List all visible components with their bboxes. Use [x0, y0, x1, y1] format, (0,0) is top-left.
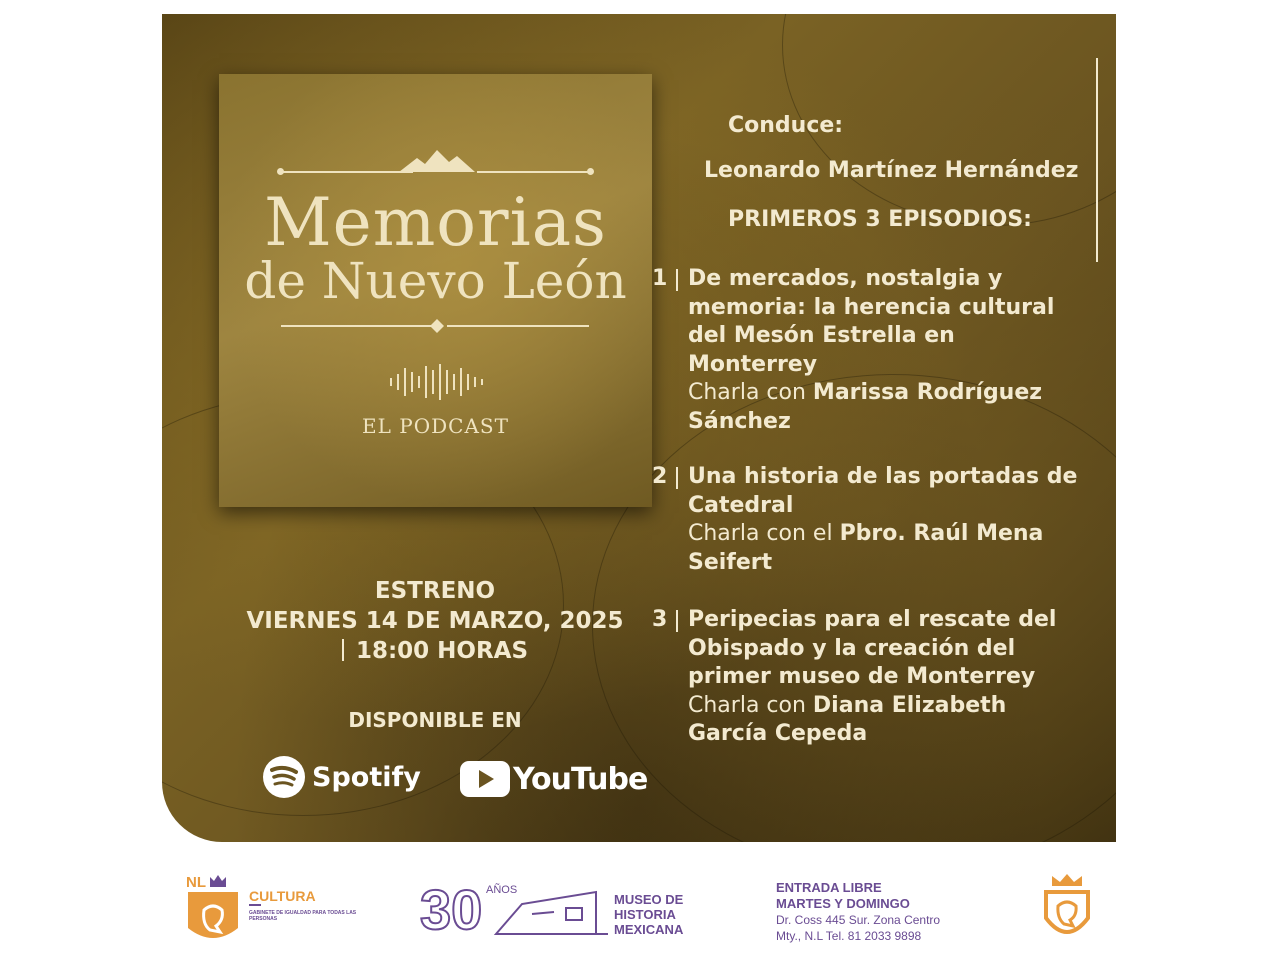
- youtube-icon: [460, 761, 510, 797]
- episode-separator: [676, 467, 678, 489]
- youtube-label: YouTube: [513, 761, 648, 797]
- entry-days: MARTES Y DOMINGO: [776, 896, 910, 911]
- podcast-subtitle: EL PODCAST: [362, 414, 509, 438]
- divider-line: [477, 171, 591, 173]
- nl-mark: NL: [186, 874, 206, 891]
- divider-dot: [277, 168, 284, 175]
- episode-separator: [676, 269, 678, 291]
- episode-number: 3: [652, 607, 668, 632]
- episode-title: Peripecias para el rescate del Obispado y la creación del primer museo de Monterrey: [688, 607, 1057, 689]
- episode-title: De mercados, nostalgia y memoria: la herencia cultural del Mesón Estrella en Monterrey: [688, 266, 1055, 377]
- episode-item: [652, 265, 1088, 436]
- time-separator: [342, 639, 344, 661]
- museum-logo: [420, 880, 700, 946]
- sound-wave-icon: [387, 364, 485, 400]
- crown-icon: [210, 875, 226, 887]
- entry-label: ENTRADA LIBRE: [776, 880, 882, 895]
- emblem-icon: [1040, 874, 1094, 946]
- museum-years-label: AÑOS: [486, 884, 518, 896]
- episode-guest-prefix: Charla con: [688, 380, 806, 405]
- episodes-heading: PRIMEROS 3 EPISODIOS:: [728, 207, 1032, 232]
- premiere-label: ESTRENO: [374, 578, 496, 604]
- podcast-title-line2: de Nuevo León: [244, 252, 627, 310]
- episode-item: [652, 606, 1088, 749]
- museum-years: 30: [420, 878, 483, 941]
- episode-item: [652, 463, 1088, 577]
- episode-guest: Marissa Rodríguez Sánchez: [688, 380, 1043, 434]
- divider-dot: [587, 168, 594, 175]
- episode-number: 2: [652, 464, 668, 489]
- episode-guest: Pbro. Raúl Mena Seifert: [688, 521, 1044, 575]
- mountain-icon: [399, 150, 475, 172]
- episode-guest: Diana Elizabeth García Cepeda: [688, 692, 1007, 746]
- host-label: Conduce:: [728, 113, 844, 138]
- museum-name-line: MUSEO DE: [614, 892, 684, 907]
- shield-icon: [186, 890, 240, 946]
- host-name: Leonardo Martínez Hernández: [704, 158, 1079, 183]
- spotify-label: Spotify: [312, 761, 421, 793]
- museum-building-icon: [492, 884, 610, 940]
- museum-name-line: MEXICANA: [614, 922, 684, 937]
- spotify-link[interactable]: [262, 755, 421, 799]
- podcast-cover: [219, 74, 652, 507]
- entry-info: [776, 880, 940, 944]
- divider-line: [281, 325, 431, 327]
- divider-line: [281, 171, 413, 173]
- city-phone: Mty., N.L Tel. 81 2033 9898: [776, 929, 922, 943]
- premiere-block: [230, 576, 640, 666]
- podcast-poster: [162, 14, 1116, 842]
- episode-title: Una historia de las portadas de Catedral: [688, 464, 1078, 518]
- episode-guest-prefix: Charla con: [688, 692, 806, 718]
- museum-name-line: HISTORIA: [614, 907, 676, 922]
- spotify-icon: [262, 755, 306, 799]
- youtube-link[interactable]: [460, 757, 647, 801]
- address: Dr. Coss 445 Sur. Zona Centro: [776, 913, 941, 927]
- cultura-divider: [249, 904, 261, 906]
- premiere-time-row: [230, 636, 640, 666]
- diamond-icon: [430, 319, 444, 333]
- podcast-title-line1: Memorias: [264, 184, 607, 261]
- premiere-date: VIERNES 14 DE MARZO, 2025: [246, 608, 624, 634]
- museum-name: [614, 892, 683, 937]
- episode-separator: [676, 610, 678, 632]
- divider-line: [447, 325, 589, 327]
- available-label: DISPONIBLE EN: [348, 708, 522, 732]
- accent-line: [1096, 58, 1098, 262]
- cultura-sub: GABINETE DE IGUALDAD PARA TODAS LAS PERSONAS: [249, 910, 357, 922]
- episode-number: 1: [652, 266, 668, 291]
- cultura-label: CULTURA: [249, 888, 316, 904]
- episode-guest-prefix: Charla con el: [688, 521, 833, 546]
- premiere-time: 18:00 HORAS: [355, 638, 529, 664]
